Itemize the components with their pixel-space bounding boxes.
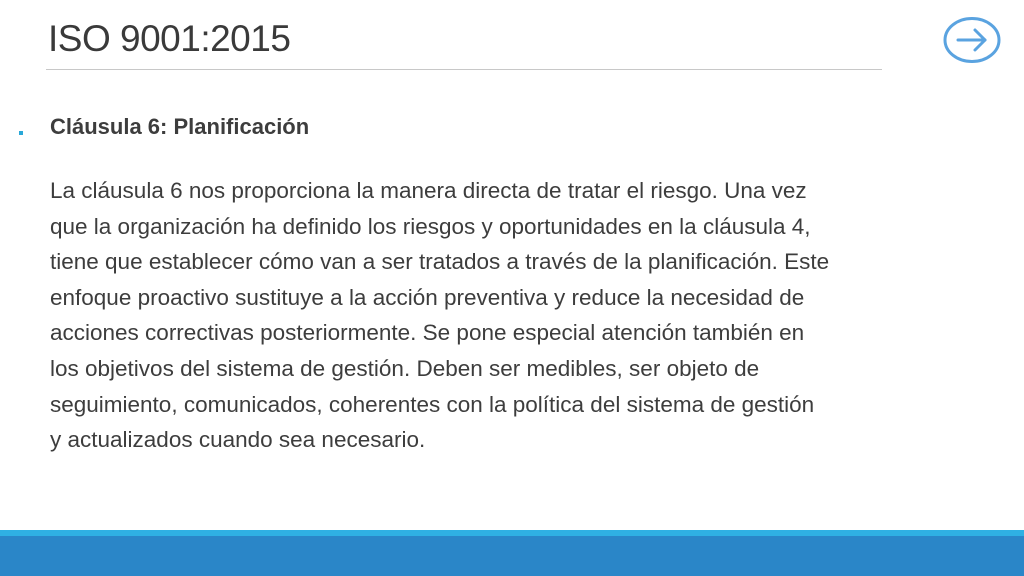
body-line: los objetivos del sistema de gestión. Deben ser medibles, ser objeto de (50, 355, 760, 381)
slide-title: ISO 9001:2015 (48, 18, 291, 59)
body-line: La cláusula 6 nos proporciona la manera directa de tratar el riesgo. Una vez (50, 178, 807, 203)
body-line: enfoque proactivo sustituye a la acción preventiva y reduce la necesidad de (50, 284, 805, 310)
body-line: tiene que establecer cómo van a ser tratados a través de la planificación. Este (50, 249, 830, 275)
footer-bar (0, 536, 1024, 576)
section-heading: Cláusula 6: Planificación (50, 114, 310, 139)
title-divider (46, 69, 882, 70)
body-line: seguimiento, comunicados, coherentes con la política del sistema de gestión (50, 391, 815, 417)
body-line: y actualizados cuando sea necesario. (50, 427, 426, 453)
body-line: que la organización ha definido los riesgos y oportunidades en la cláusula 4, (50, 213, 811, 239)
arrow-right-circle-icon (943, 17, 1001, 63)
next-slide-button[interactable] (943, 17, 1001, 63)
body-paragraph (50, 173, 990, 458)
body-line: acciones correctivas posteriormente. Se pone especial atención también en (50, 320, 805, 346)
bullet-marker (19, 131, 23, 135)
